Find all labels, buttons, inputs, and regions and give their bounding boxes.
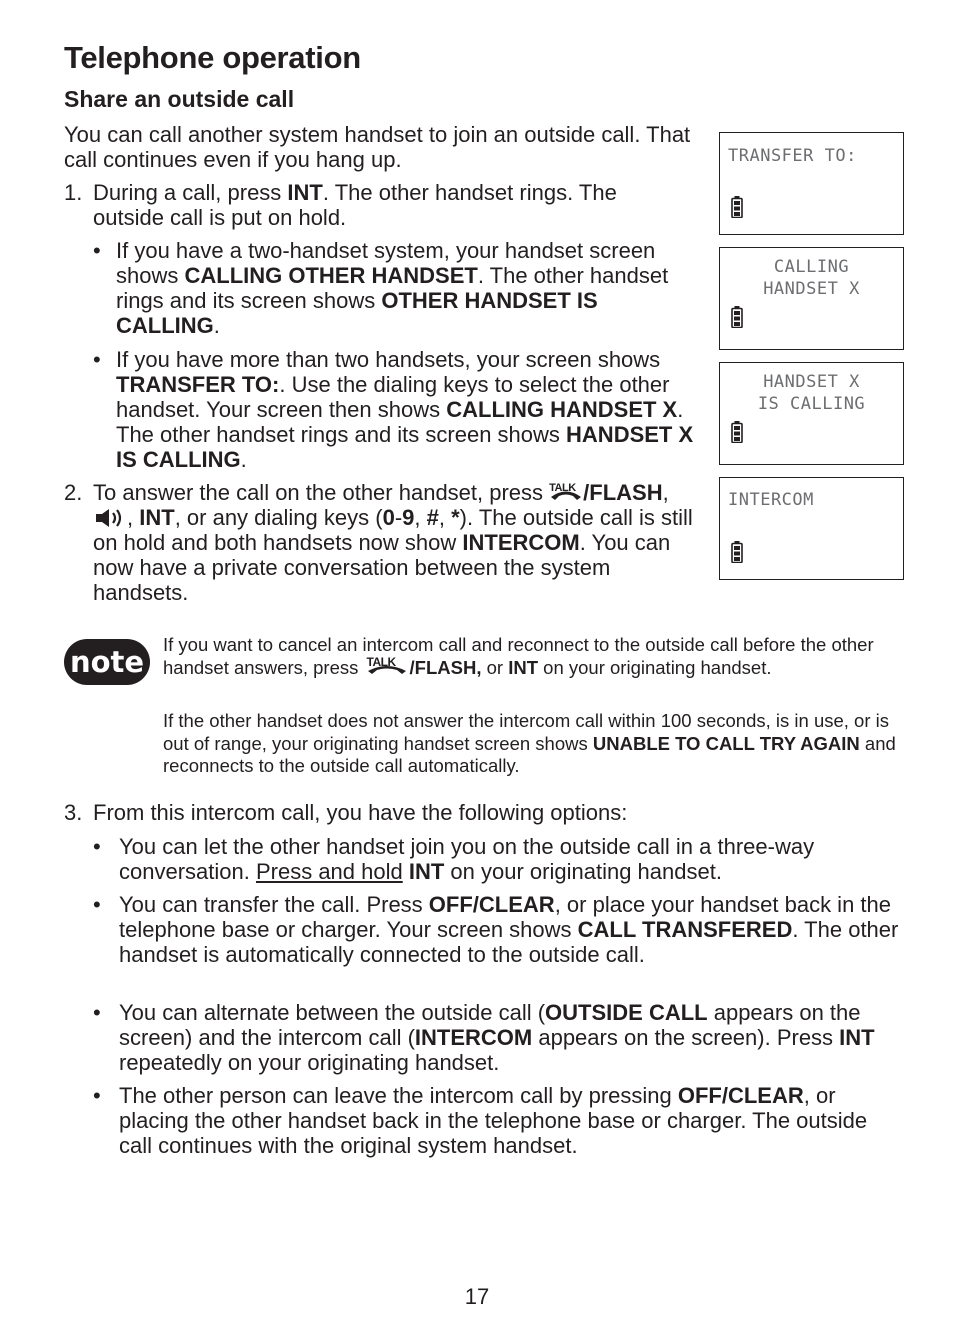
battery-icon [731, 196, 743, 218]
step-3-bullet-2: You can transfer the call. Press OFF/CLEAR, or place your handset back in the telephone base or charger. Your screen shows CALL TRANSFERED. The other handset is automatically connected to the outside call. [119, 892, 899, 967]
lcd-screen-is-calling [719, 362, 904, 465]
lcd-screen-intercom [719, 477, 904, 580]
intro-paragraph: You can call another system handset to join an outside call. That call continues even if you hang up. [64, 122, 691, 172]
bullet: • [93, 347, 101, 372]
battery-icon [731, 306, 743, 328]
step-number: 1. [64, 180, 83, 205]
page-title: Telephone operation [64, 40, 361, 75]
bullet: • [93, 238, 101, 263]
lcd-line: IS CALLING [757, 394, 866, 414]
note-paragraph-1: If you want to cancel an intercom call and reconnect to the outside call before the other handset answers, press TALK /FLASH, or INT on your originating handset. [163, 634, 874, 678]
lcd-line: HANDSET X [763, 279, 860, 299]
note-badge-label: note [69, 645, 145, 679]
lcd-screen-calling [719, 247, 904, 350]
step-1-bullet-2: If you have more than two handsets, your screen shows TRANSFER TO:. Use the dialing keys to select the other handset. Your screen then shows CALLING HANDSET X. The other handset rings and its screen shows HANDSET X IS CALLING. [116, 347, 694, 472]
talk-phone-icon: TALK [364, 658, 410, 674]
bullet: • [93, 892, 101, 917]
talk-phone-icon: TALK [549, 482, 583, 500]
speaker-icon [93, 507, 127, 529]
step-3-bullet-1: You can let the other handset join you on the outside call in a three-way conversation. Press and hold INT on your originating handset. [119, 834, 815, 884]
bullet: • [93, 1083, 101, 1108]
bullet: • [93, 834, 101, 859]
step-1-text: During a call, press INT. The other handset rings. The outside call is put on hold. [93, 180, 617, 230]
lcd-line: HANDSET X [763, 372, 860, 392]
lcd-line: INTERCOM [728, 490, 814, 510]
step-3-bullet-3: You can alternate between the outside call (OUTSIDE CALL appears on the screen) and the intercom call (INTERCOM appears on the screen). Press INT repeatedly on your originating handset. [119, 1000, 875, 1075]
step-3-text: From this intercom call, you have the following options: [93, 800, 628, 825]
lcd-line: TRANSFER TO: [728, 146, 857, 166]
note-badge-icon [64, 639, 150, 685]
page-number: 17 [464, 1284, 490, 1309]
lcd-line: CALLING [773, 257, 850, 277]
step-1-bullet-1: If you have a two-handset system, your handset screen shows CALLING OTHER HANDSET. The other handset rings and its screen shows OTHER HANDSET IS CALLING. [116, 238, 669, 338]
battery-icon [731, 421, 743, 443]
note-paragraph-2: If the other handset does not answer the intercom call within 100 seconds, is in use, or is out of range, your originating handset screen shows UNABLE TO CALL TRY AGAIN and reconnects to the outside call automatically. [163, 710, 896, 776]
step-3-bullet-4: The other person can leave the intercom call by pressing OFF/CLEAR, or placing the other handset back in the telephone base or charger. The outside call continues with the original system handset. [119, 1083, 868, 1158]
battery-icon [731, 541, 743, 563]
step-2-text: To answer the call on the other handset, press TALK /FLASH, , INT, or any dialing keys (0-9, #, *). The outside call is still on hold and both handsets now show INTERCOM. You can now have a private conversation between the system handsets. [93, 480, 693, 605]
bullet: • [93, 1000, 101, 1025]
step-number: 3. [64, 800, 83, 825]
section-title: Share an outside call [64, 86, 295, 112]
step-number: 2. [64, 480, 83, 505]
lcd-screen-transfer [719, 132, 904, 235]
